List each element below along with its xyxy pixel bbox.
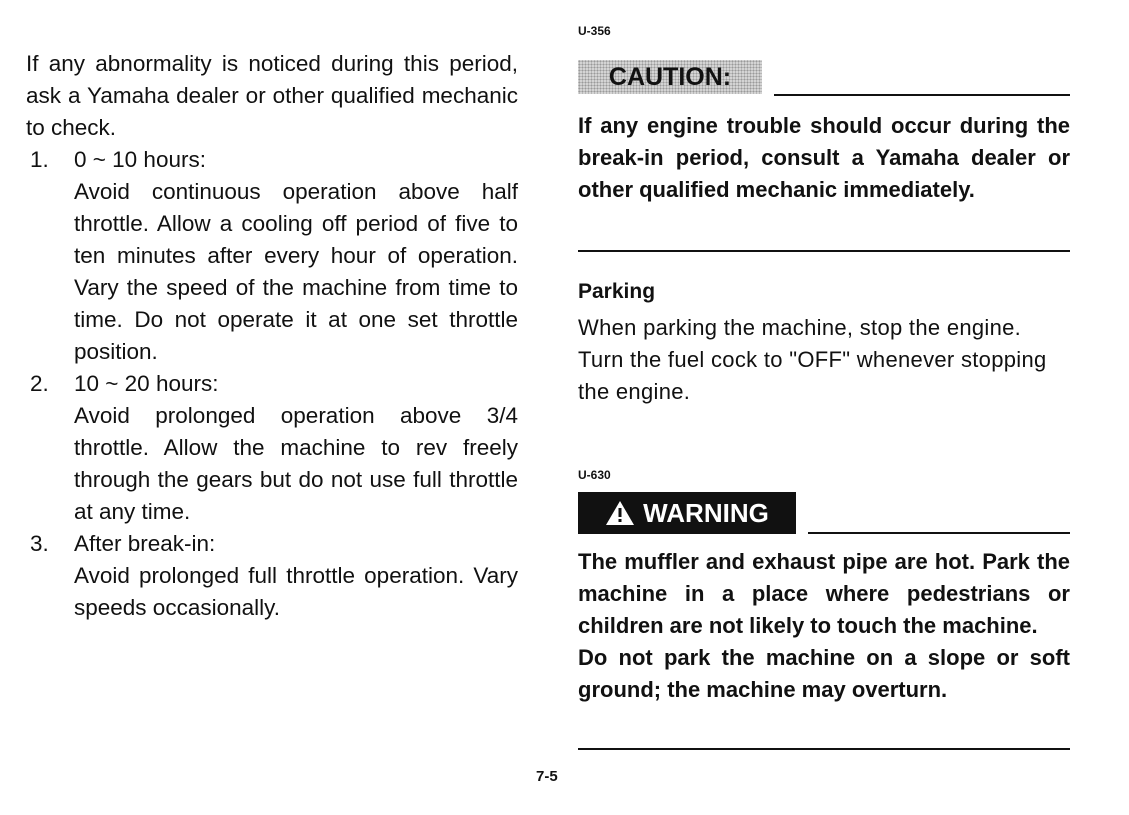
item-description: Avoid prolonged operation above 3/4 throttle. Allow the machine to rev freely through the gears but do not use full throttle at any time. — [74, 403, 518, 524]
item-number: 1. — [30, 147, 49, 172]
warning-code: U-630 — [578, 468, 611, 482]
item-number: 3. — [30, 531, 49, 556]
warning-rule — [808, 532, 1070, 534]
list-item — [26, 368, 518, 528]
warning-label — [578, 492, 796, 534]
caution-code: U-356 — [578, 24, 611, 38]
warning-bottom-rule — [578, 748, 1070, 750]
list-item — [26, 528, 518, 624]
item-title: After break-in: — [74, 531, 216, 556]
parking-text — [578, 312, 1070, 408]
warning-text — [578, 546, 1070, 706]
warning-paragraph-2: Do not park the machine on a slope or soft ground; the machine may overturn. — [578, 645, 1070, 702]
warning-paragraph-1: The muffler and exhaust pipe are hot. Park the machine in a place where pedestrians or children are not likely to touch the machine. — [578, 549, 1070, 638]
parking-heading: Parking — [578, 280, 656, 303]
item-description: Avoid prolonged full throttle operation. Vary speeds occasionally. — [74, 563, 518, 620]
caution-text: If any engine trouble should occur during the break-in period, consult a Yamaha dealer or other qualified mechanic immediately. — [578, 113, 1070, 202]
parking-paragraph-2: Turn the fuel cock to "OFF" whenever stopping the engine. — [578, 347, 1047, 404]
warning-triangle-icon — [605, 500, 635, 526]
page-number: 7-5 — [536, 768, 558, 785]
caution-rule — [774, 94, 1070, 96]
item-title: 0 ~ 10 hours: — [74, 147, 206, 172]
item-number: 2. — [30, 371, 49, 396]
item-description: Avoid continuous operation above half throttle. Allow a cooling off period of five to ten minutes after every hour of operation. Vary the speed of the machine from time to time. Do not operate it at one set throttle position. — [74, 179, 518, 364]
caution-bottom-rule — [578, 250, 1070, 252]
list-item — [26, 144, 518, 368]
item-title: 10 ~ 20 hours: — [74, 371, 219, 396]
warning-label-text: WARNING — [643, 498, 769, 528]
left-column — [26, 48, 518, 624]
parking-paragraph-1: When parking the machine, stop the engine. — [578, 315, 1022, 340]
caution-label: CAUTION: — [578, 60, 762, 94]
intro-paragraph: If any abnormality is noticed during this period, ask a Yamaha dealer or other qualified mechanic to check. — [26, 51, 518, 140]
